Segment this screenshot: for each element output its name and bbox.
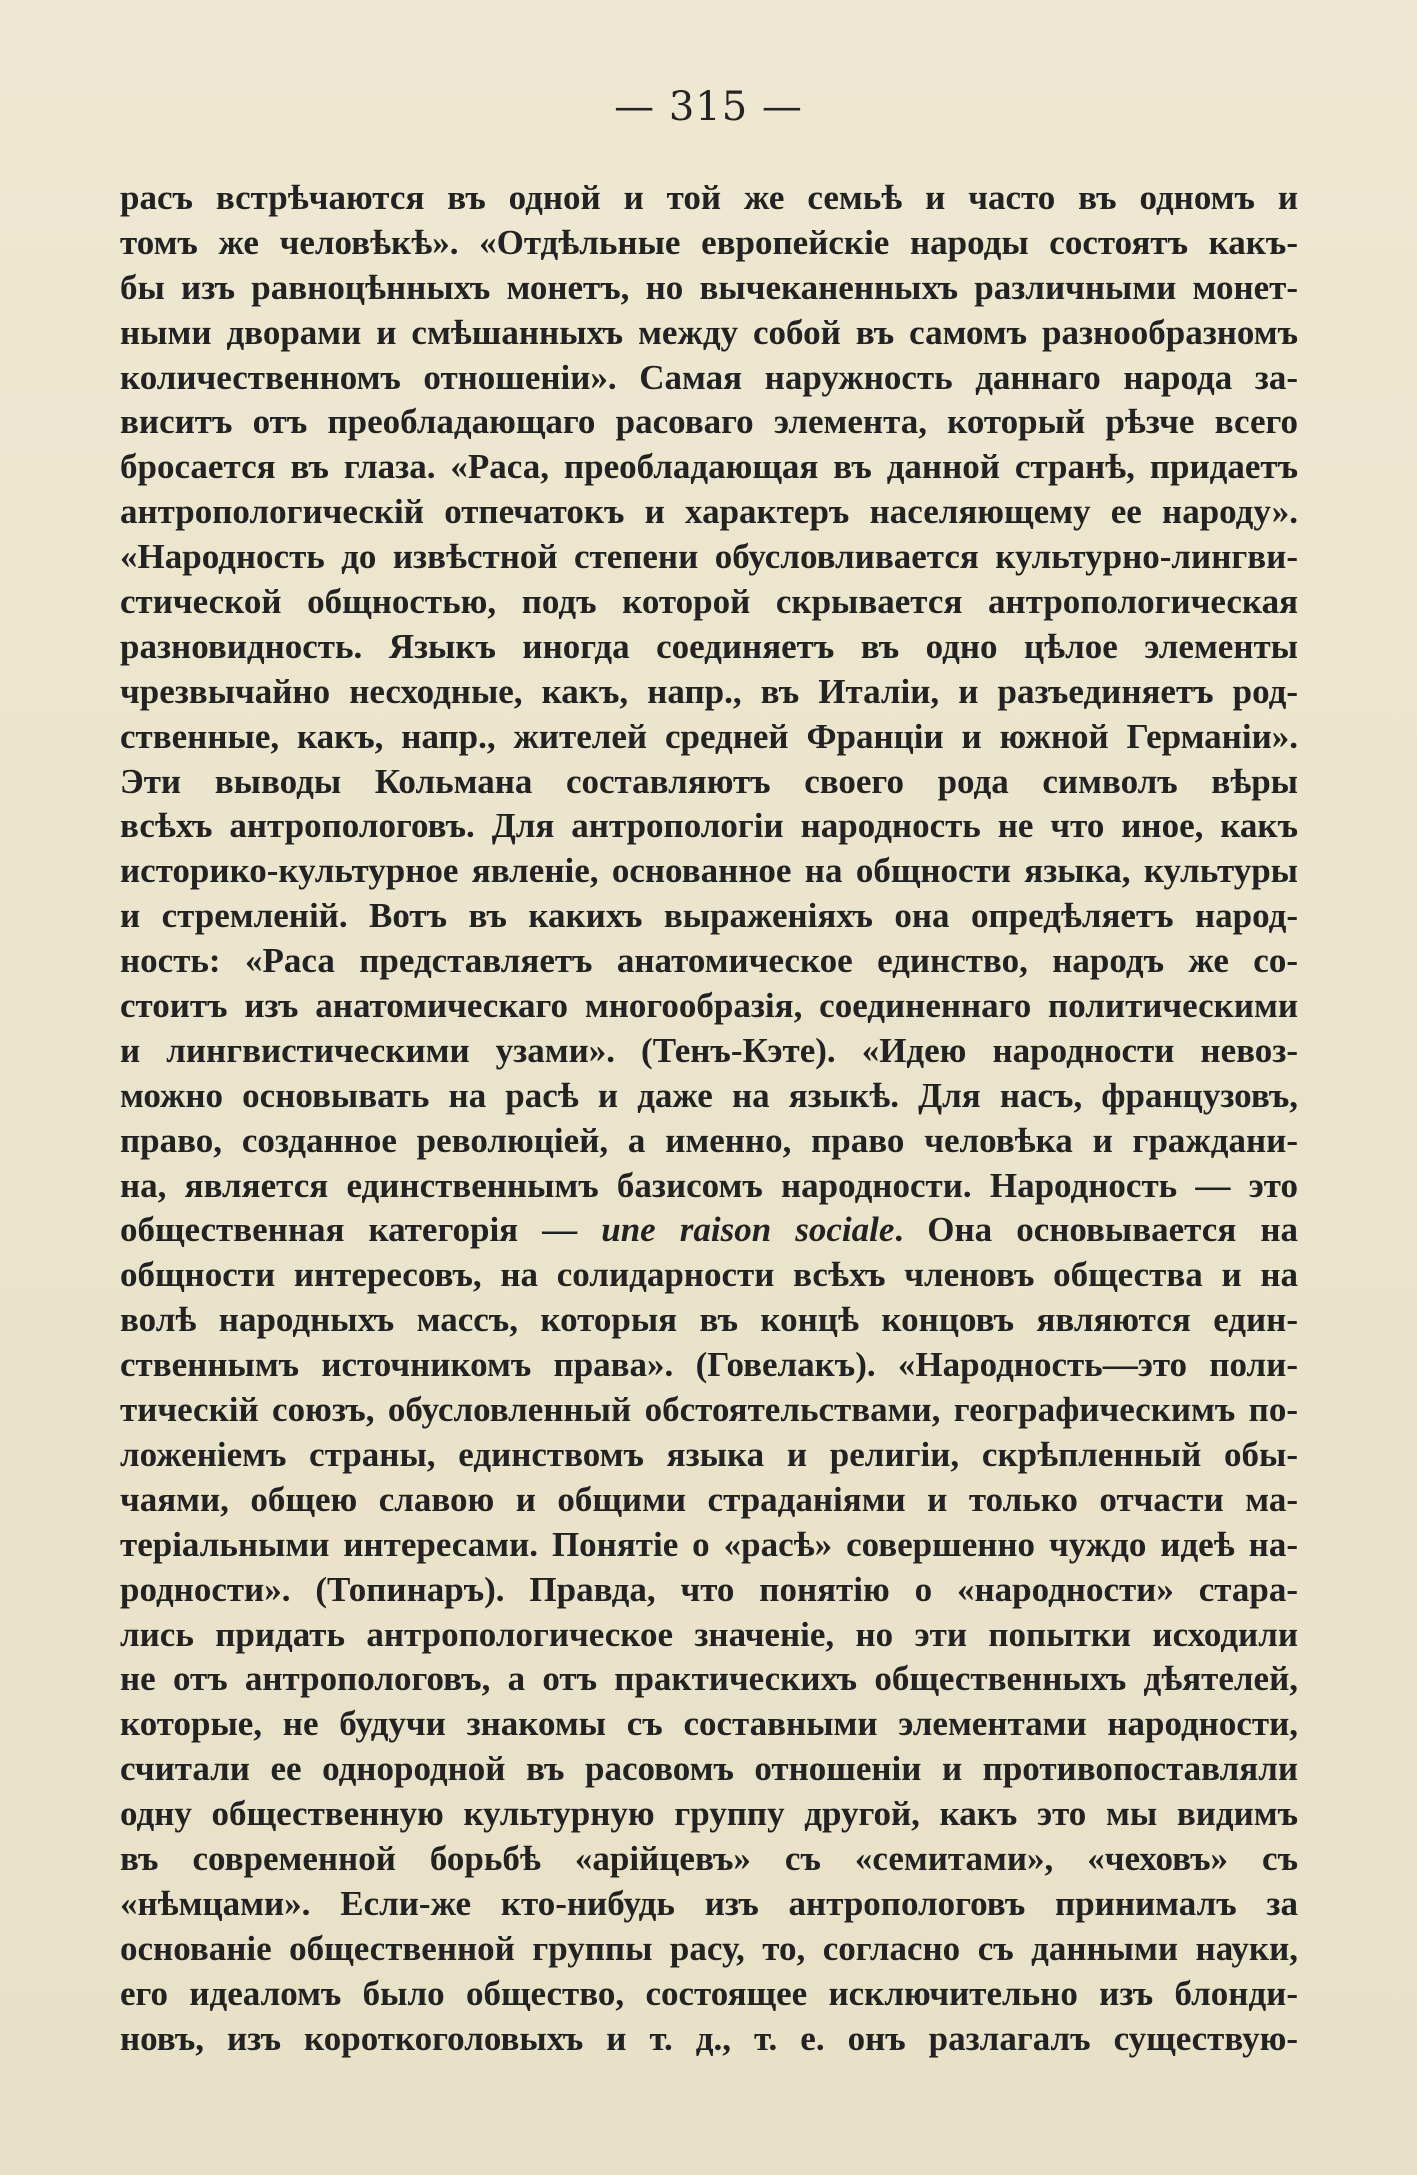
text-line: всѣхъ антропологовъ. Для антропологіи народность не что иное, какъ [120,806,1298,846]
text-line: разновидность. Языкъ иногда соединяетъ въ одно цѣлое элементы [120,626,1298,666]
text-line: ственные, какъ, напр., жителей средней Франціи и южной Германіи». [120,716,1298,756]
text-line: и стремленій. Вотъ въ какихъ выраженіяхъ она опредѣляетъ народ- [120,896,1298,936]
text-line: ность: «Раса представляетъ анатомическое единство, народъ же со- [120,941,1298,981]
text-line: ственнымъ источникомъ права». (Говелакъ). «Народность—это поли- [120,1345,1298,1385]
text-line: право, созданное революціей, а именно, право человѣка и граждани- [120,1120,1298,1160]
text-line: лись придать антропологическое значеніе, но эти попытки исходили [120,1614,1298,1654]
text-line: общности интересовъ, на солидарности всѣхъ членовъ общества и на [120,1255,1298,1295]
text-line: ложеніемъ страны, единствомъ языка и религіи, скрѣпленный обы- [120,1434,1298,1474]
text-line: чаями, общею славою и общими страданіями и только отчасти ма- [120,1479,1298,1519]
text-line: «Народность до извѣстной степени обусловливается культурно-лингви- [120,537,1298,577]
text-line-with-italic [120,1208,1298,1253]
text-line: стической общностью, подъ которой скрывается антропологическая [120,582,1298,622]
text-line: тическій союзъ, обусловленный обстоятельствами, географическимъ по- [120,1390,1298,1430]
text-line: которые, не будучи знакомы съ составными элементами народности, [120,1704,1298,1744]
text-fragment: общественная категорія — [120,1210,602,1250]
text-line: антропологическій отпечатокъ и характеръ населяющему ее народу». [120,492,1298,532]
text-line: расъ встрѣчаются въ одной и той же семьѣ и часто въ одномъ и [120,178,1298,217]
text-line: Эти выводы Кольмана составляютъ своего рода символъ вѣры [120,761,1298,801]
text-line: томъ же человѣкѣ». «Отдѣльные европейскіе народы состоятъ какъ- [120,222,1298,262]
text-line: бросается въ глаза. «Раса, преобладающая въ данной странѣ, придаетъ [120,447,1298,487]
text-line: историко-культурное явленіе, основанное на общности языка, культуры [120,851,1298,891]
text-line: «нѣмцами». Если-же кто-нибудь изъ антропологовъ принималъ за [120,1883,1298,1923]
text-line: виситъ отъ преобладающаго расоваго элемента, который рѣзче всего [120,402,1298,442]
text-line: основаніе общественной группы расу, то, согласно съ данными науки, [120,1928,1298,1968]
text-line: родности». (Топинаръ). Правда, что понятію о «народности» стара- [120,1569,1298,1609]
text-line: стоитъ изъ анатомическаго многообразія, соединеннаго политическими [120,986,1298,1026]
text-line: количественномъ отношеніи». Самая наружность даннаго народа за- [120,357,1298,397]
text-line: можно основывать на расѣ и даже на языкѣ. Для насъ, французовъ, [120,1075,1298,1115]
text-line: новъ, изъ короткоголовыхъ и т. д., т. е. онъ разлагалъ существую- [120,2018,1298,2058]
text-line: волѣ народныхъ массъ, которыя въ концѣ концовъ являются един- [120,1300,1298,1340]
text-line: на, является единственнымъ базисомъ народности. Народность — это [120,1165,1298,1205]
text-line: чрезвычайно несходные, какъ, напр., въ Италіи, и разъединяетъ род- [120,671,1298,711]
body-text [120,176,1298,2061]
text-line: ными дворами и смѣшанныхъ между собой въ самомъ разнообразномъ [120,312,1298,352]
text-line: теріальными интересами. Понятіе о «расѣ» совершенно чуждо идеѣ на- [120,1524,1298,1564]
text-line: его идеаломъ было общество, состоящее исключительно изъ блонди- [120,1973,1298,2013]
page-number: — 315 — [614,84,803,130]
text-line: въ современной борьбѣ «арійцевъ» съ «семитами», «чеховъ» съ [120,1838,1298,1878]
text-fragment: . Она основывается на [894,1210,1298,1250]
text-line: считали ее однородной въ расовомъ отношеніи и противопоставляли [120,1749,1298,1789]
text-line: не отъ антропологовъ, а отъ практическихъ общественныхъ дѣятелей, [120,1659,1298,1699]
italic-phrase: une raison sociale [601,1210,895,1250]
text-line: одну общественную культурную группу другой, какъ это мы видимъ [120,1794,1298,1834]
text-line: и лингвистическими узами». (Тенъ-Кэте). «Идею народности невоз- [120,1030,1298,1070]
text-line: бы изъ равноцѣнныхъ монетъ, но вычеканенныхъ различными монет- [120,267,1298,307]
